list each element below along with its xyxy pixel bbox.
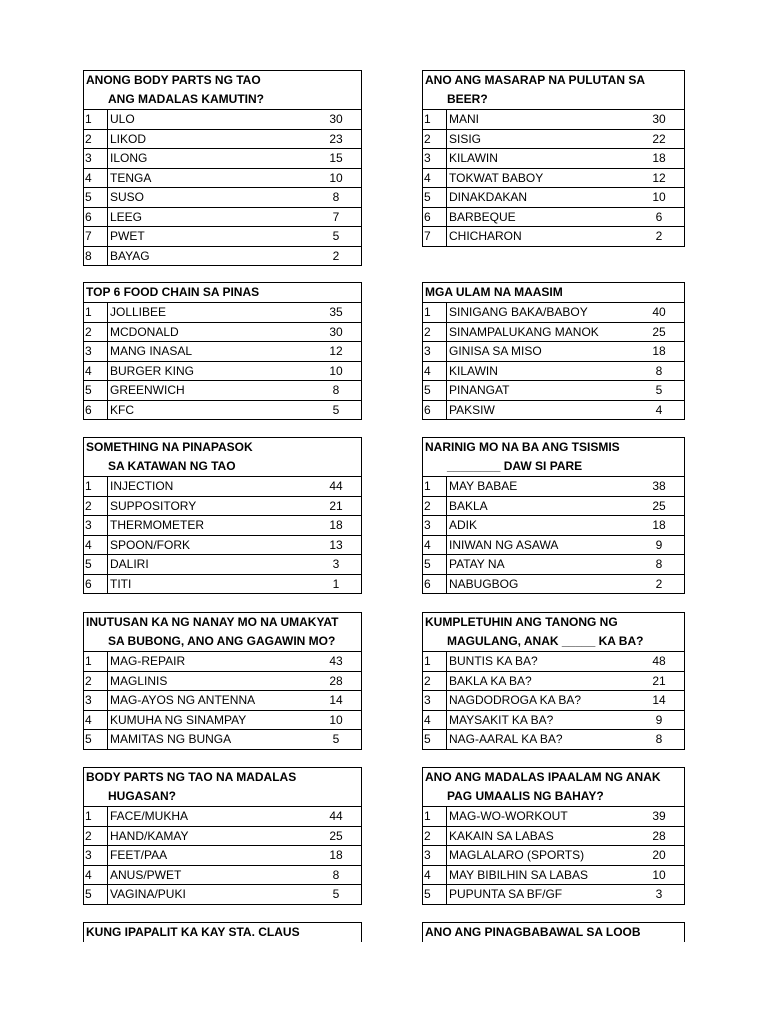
- points-cell: 6: [655, 209, 663, 224]
- answer-cell: BUNTIS KA BA?: [449, 654, 538, 668]
- answer-cell: MANI: [449, 112, 479, 126]
- question-line: ANG MADALAS KAMUTIN?: [108, 92, 264, 106]
- answer-cell: MAYSAKIT KA BA?: [449, 712, 554, 727]
- answer-row: [83, 866, 362, 886]
- question-line: KUMPLETUHIN ANG TANONG NG: [425, 615, 618, 629]
- answer-row: [83, 130, 362, 150]
- answer-row: [422, 575, 685, 595]
- answer-cell: KFC: [110, 402, 134, 417]
- rank-cell: 4: [84, 866, 108, 885]
- points-cell: 25: [652, 324, 666, 339]
- rank-cell: 2: [423, 827, 447, 846]
- answer-cell: MAGLALARO (SPORTS): [449, 848, 585, 862]
- points-cell: 44: [329, 809, 343, 823]
- points-cell: 43: [329, 654, 343, 668]
- points-cell: 40: [652, 305, 666, 319]
- answer-row: [83, 247, 362, 267]
- rank-cell: 3: [84, 516, 108, 535]
- answer-row: [422, 555, 685, 575]
- points-cell: 8: [332, 867, 340, 882]
- answer-cell: KAKAIN SA LABAS: [449, 828, 554, 843]
- answer-cell: SINIGANG BAKA/BABOY: [449, 305, 588, 319]
- answer-row: [422, 807, 685, 827]
- rank-cell: 3: [84, 342, 108, 361]
- points-cell: 30: [652, 112, 666, 126]
- rank-cell: 8: [84, 247, 108, 266]
- answer-cell: KUMUHA NG SINAMPAY: [110, 712, 247, 727]
- question-line: SOMETHING NA PINAPASOK: [86, 440, 253, 454]
- answer-row: [422, 846, 685, 866]
- answer-cell: ILONG: [110, 151, 148, 165]
- points-cell: 30: [329, 324, 343, 339]
- points-cell: 8: [332, 190, 340, 204]
- rank-cell: 4: [423, 536, 447, 555]
- points-cell: 20: [652, 848, 666, 862]
- answer-row: [83, 885, 362, 905]
- answer-row: [422, 711, 685, 731]
- rank-cell: 1: [84, 807, 108, 826]
- rank-cell: 1: [423, 807, 447, 826]
- answer-cell: CHICHARON: [449, 229, 522, 243]
- answer-row: [422, 516, 685, 536]
- answer-row: [422, 362, 685, 382]
- points-cell: 9: [655, 537, 663, 552]
- rank-cell: 3: [423, 691, 447, 710]
- cutoff-table-left-title: KUNG IPAPALIT KA KAY STA. CLAUS: [83, 922, 362, 942]
- answer-cell: NAG-AARAL KA BA?: [449, 732, 563, 746]
- rank-cell: 1: [423, 652, 447, 671]
- points-cell: 18: [329, 518, 343, 532]
- points-cell: 8: [655, 732, 663, 746]
- answer-row: [83, 672, 362, 692]
- answer-row: [83, 807, 362, 827]
- points-cell: 12: [329, 344, 343, 358]
- rank-cell: 3: [423, 149, 447, 168]
- answer-cell: KILAWIN: [449, 363, 498, 378]
- rank-cell: 3: [84, 846, 108, 865]
- points-cell: 1: [332, 576, 340, 591]
- answer-cell: PATAY NA: [449, 557, 505, 571]
- answer-row: [422, 536, 685, 556]
- answer-cell: DALIRI: [110, 557, 149, 571]
- points-cell: 23: [329, 131, 343, 146]
- answer-row: [83, 711, 362, 731]
- rank-cell: 4: [84, 711, 108, 730]
- points-cell: 22: [652, 131, 666, 146]
- points-cell: 48: [652, 654, 666, 668]
- answer-row: [422, 691, 685, 711]
- survey-table: [83, 437, 362, 594]
- survey-question: [422, 71, 685, 110]
- question-line: MAGULANG, ANAK _____ KA BA?: [447, 634, 644, 648]
- points-cell: 25: [652, 498, 666, 513]
- answer-row: [83, 362, 362, 382]
- answer-row: [422, 149, 685, 169]
- answer-cell: VAGINA/PUKI: [110, 887, 186, 901]
- rank-cell: 4: [423, 169, 447, 188]
- answer-row: [83, 536, 362, 556]
- answer-cell: TITI: [110, 576, 132, 591]
- answer-cell: GREENWICH: [110, 383, 185, 397]
- question-line: BEER?: [447, 92, 488, 106]
- answer-cell: MAG-REPAIR: [110, 654, 186, 668]
- answer-cell: LIKOD: [110, 131, 147, 146]
- answer-row: [83, 555, 362, 575]
- rank-cell: 6: [84, 208, 108, 227]
- points-cell: 3: [332, 557, 340, 571]
- survey-table: [422, 767, 685, 905]
- survey-question: [83, 438, 362, 477]
- answer-row: [83, 208, 362, 228]
- points-cell: 10: [652, 190, 666, 204]
- rank-cell: 7: [423, 227, 447, 246]
- rank-cell: 1: [84, 110, 108, 129]
- answer-row: [83, 477, 362, 497]
- question-line: ANO ANG MASARAP NA PULUTAN SA: [425, 73, 646, 87]
- points-cell: 2: [332, 248, 340, 263]
- answer-cell: PINANGAT: [449, 383, 510, 397]
- answer-row: [422, 323, 685, 343]
- answer-cell: BAKLA KA BA?: [449, 673, 532, 688]
- answer-cell: MAG-WO-WORKOUT: [449, 809, 568, 823]
- rank-cell: 2: [84, 323, 108, 342]
- points-cell: 2: [655, 229, 663, 243]
- points-cell: 2: [655, 576, 663, 591]
- survey-question: [422, 283, 685, 303]
- points-cell: 10: [652, 867, 666, 882]
- answer-cell: TENGA: [110, 170, 152, 185]
- rank-cell: 2: [84, 672, 108, 691]
- answer-row: [422, 401, 685, 421]
- answer-cell: GINISA SA MISO: [449, 344, 542, 358]
- points-cell: 21: [652, 673, 666, 688]
- answer-row: [83, 342, 362, 362]
- question-line: MGA ULAM NA MAASIM: [425, 285, 563, 299]
- rank-cell: 6: [84, 575, 108, 594]
- answer-cell: SUPPOSITORY: [110, 498, 197, 513]
- question-line: TOP 6 FOOD CHAIN SA PINAS: [86, 285, 260, 299]
- rank-cell: 5: [84, 885, 108, 904]
- question-line: ANONG BODY PARTS NG TAO: [86, 73, 261, 87]
- rank-cell: 2: [423, 672, 447, 691]
- rank-cell: 4: [84, 362, 108, 381]
- points-cell: 18: [652, 151, 666, 165]
- rank-cell: 4: [423, 362, 447, 381]
- answer-row: [83, 381, 362, 401]
- answer-row: [83, 169, 362, 189]
- answer-cell: TOKWAT BABOY: [449, 170, 544, 185]
- answer-cell: MAY BABAE: [449, 479, 518, 493]
- answer-row: [422, 188, 685, 208]
- survey-table: [83, 767, 362, 905]
- rank-cell: 5: [84, 555, 108, 574]
- answer-cell: LEEG: [110, 209, 143, 224]
- points-cell: 39: [652, 809, 666, 823]
- points-cell: 8: [655, 557, 663, 571]
- rank-cell: 3: [423, 342, 447, 361]
- survey-table: [83, 282, 362, 420]
- answer-cell: THERMOMETER: [110, 518, 204, 532]
- rank-cell: 3: [423, 846, 447, 865]
- answer-cell: SINAMPALUKANG MANOK: [449, 324, 599, 339]
- answer-row: [422, 110, 685, 130]
- points-cell: 14: [652, 693, 666, 707]
- rank-cell: 7: [84, 227, 108, 246]
- answer-cell: BARBEQUE: [449, 209, 516, 224]
- answer-row: [83, 575, 362, 595]
- rank-cell: 2: [84, 827, 108, 846]
- answer-cell: ADIK: [449, 518, 478, 532]
- survey-table: [83, 612, 362, 750]
- answer-cell: ULO: [110, 112, 135, 126]
- answer-cell: MCDONALD: [110, 324, 179, 339]
- rank-cell: 5: [423, 188, 447, 207]
- points-cell: 28: [652, 828, 666, 843]
- rank-cell: 2: [423, 130, 447, 149]
- answer-row: [83, 516, 362, 536]
- survey-question: [422, 768, 685, 807]
- answer-row: [422, 497, 685, 517]
- points-cell: 18: [652, 518, 666, 532]
- survey-question: [83, 71, 362, 110]
- points-cell: 30: [329, 112, 343, 126]
- points-cell: 18: [652, 344, 666, 358]
- points-cell: 5: [332, 732, 340, 746]
- answer-row: [83, 730, 362, 750]
- points-cell: 38: [652, 479, 666, 493]
- answer-row: [83, 652, 362, 672]
- rank-cell: 4: [84, 169, 108, 188]
- answer-row: [83, 827, 362, 847]
- rank-cell: 4: [84, 536, 108, 555]
- answer-cell: SISIG: [449, 131, 482, 146]
- answer-cell: MAGLINIS: [110, 673, 168, 688]
- answer-row: [422, 672, 685, 692]
- survey-question: [83, 613, 362, 652]
- answer-row: [422, 730, 685, 750]
- answer-cell: FEET/PAA: [110, 848, 168, 862]
- rank-cell: 4: [423, 711, 447, 730]
- points-cell: 35: [329, 305, 343, 319]
- answer-row: [83, 401, 362, 421]
- points-cell: 10: [329, 712, 343, 727]
- points-cell: 13: [329, 537, 343, 552]
- answer-row: [422, 130, 685, 150]
- points-cell: 3: [655, 887, 663, 901]
- rank-cell: 1: [84, 477, 108, 496]
- answer-cell: BAKLA: [449, 498, 488, 513]
- survey-table: [422, 437, 685, 594]
- points-cell: 21: [329, 498, 343, 513]
- points-cell: 10: [329, 363, 343, 378]
- answer-row: [83, 323, 362, 343]
- rank-cell: 1: [423, 303, 447, 322]
- survey-table: [422, 612, 685, 750]
- question-line: HUGASAN?: [108, 789, 176, 803]
- rank-cell: 1: [423, 477, 447, 496]
- answer-row: [83, 303, 362, 323]
- answer-cell: PUPUNTA SA BF/GF: [449, 887, 563, 901]
- answer-cell: PWET: [110, 229, 145, 243]
- answer-cell: NABUGBOG: [449, 576, 519, 591]
- answer-cell: FACE/MUKHA: [110, 809, 189, 823]
- points-cell: 12: [652, 170, 666, 185]
- survey-question: [422, 613, 685, 652]
- rank-cell: 5: [423, 381, 447, 400]
- rank-cell: 5: [84, 730, 108, 749]
- rank-cell: 2: [423, 323, 447, 342]
- answer-row: [422, 381, 685, 401]
- points-cell: 5: [332, 229, 340, 243]
- answer-row: [422, 208, 685, 228]
- rank-cell: 5: [84, 381, 108, 400]
- answer-cell: MAG-AYOS NG ANTENNA: [110, 693, 256, 707]
- points-cell: 5: [332, 887, 340, 901]
- rank-cell: 3: [423, 516, 447, 535]
- question-line: SA BUBONG, ANO ANG GAGAWIN MO?: [108, 634, 336, 648]
- survey-table: [422, 70, 685, 247]
- answer-cell: BAYAG: [110, 248, 150, 263]
- rank-cell: 5: [423, 555, 447, 574]
- answer-row: [83, 188, 362, 208]
- answer-cell: INJECTION: [110, 479, 174, 493]
- rank-cell: 2: [423, 497, 447, 516]
- question-line: NARINIG MO NA BA ANG TSISMIS: [425, 440, 620, 454]
- question-line: PAG UMAALIS NG BAHAY?: [447, 789, 604, 803]
- question-line: INUTUSAN KA NG NANAY MO NA UMAKYAT: [86, 615, 339, 629]
- rank-cell: 6: [423, 208, 447, 227]
- rank-cell: 6: [84, 401, 108, 420]
- points-cell: 15: [329, 151, 343, 165]
- survey-table: [83, 70, 362, 266]
- points-cell: 25: [329, 828, 343, 843]
- answer-row: [83, 227, 362, 247]
- answer-cell: PAKSIW: [449, 402, 495, 417]
- rank-cell: 2: [84, 497, 108, 516]
- points-cell: 8: [332, 383, 340, 397]
- answer-cell: MAMITAS NG BUNGA: [110, 732, 232, 746]
- rank-cell: 3: [84, 149, 108, 168]
- points-cell: 7: [332, 209, 340, 224]
- answer-cell: JOLLIBEE: [110, 305, 167, 319]
- survey-question: [83, 768, 362, 807]
- survey-question: [422, 438, 685, 477]
- rank-cell: 6: [423, 575, 447, 594]
- answer-row: [422, 342, 685, 362]
- answer-row: [83, 497, 362, 517]
- rank-cell: 5: [84, 188, 108, 207]
- rank-cell: 2: [84, 130, 108, 149]
- points-cell: 10: [329, 170, 343, 185]
- answer-cell: SUSO: [110, 190, 145, 204]
- answer-cell: SPOON/FORK: [110, 537, 191, 552]
- answer-row: [83, 846, 362, 866]
- rank-cell: 3: [84, 691, 108, 710]
- rank-cell: 1: [84, 652, 108, 671]
- points-cell: 9: [655, 712, 663, 727]
- question-line: SA KATAWAN NG TAO: [108, 459, 236, 473]
- answer-cell: BURGER KING: [110, 363, 195, 378]
- question-line: ANO ANG MADALAS IPAALAM NG ANAK: [425, 770, 661, 784]
- cutoff-table-right-title: ANO ANG PINAGBABAWAL SA LOOB: [422, 922, 685, 942]
- answer-cell: MANG INASAL: [110, 344, 193, 358]
- answer-cell: KILAWIN: [449, 151, 498, 165]
- rank-cell: 1: [423, 110, 447, 129]
- answer-cell: NAGDODROGA KA BA?: [449, 693, 582, 707]
- answer-row: [422, 303, 685, 323]
- answer-row: [422, 885, 685, 905]
- points-cell: 5: [655, 383, 663, 397]
- answer-cell: ANUS/PWET: [110, 867, 182, 882]
- question-line: ________ DAW SI PARE: [447, 459, 583, 473]
- answer-row: [422, 227, 685, 247]
- answer-row: [422, 652, 685, 672]
- rank-cell: 1: [84, 303, 108, 322]
- answer-row: [422, 866, 685, 886]
- rank-cell: 4: [423, 866, 447, 885]
- rank-cell: 5: [423, 730, 447, 749]
- points-cell: 18: [329, 848, 343, 862]
- rank-cell: 6: [423, 401, 447, 420]
- answer-row: [422, 169, 685, 189]
- points-cell: 44: [329, 479, 343, 493]
- answer-cell: HAND/KAMAY: [110, 828, 189, 843]
- survey-table: [422, 282, 685, 420]
- answer-row: [422, 477, 685, 497]
- answer-cell: DINAKDAKAN: [449, 190, 528, 204]
- answer-row: [83, 691, 362, 711]
- points-cell: 8: [655, 363, 663, 378]
- answer-cell: MAY BIBILHIN SA LABAS: [449, 867, 588, 882]
- answer-row: [83, 110, 362, 130]
- points-cell: 28: [329, 673, 343, 688]
- survey-question: [83, 283, 362, 303]
- points-cell: 14: [329, 693, 343, 707]
- question-line: BODY PARTS NG TAO NA MADALAS: [86, 770, 297, 784]
- points-cell: 5: [332, 402, 340, 417]
- points-cell: 4: [655, 402, 663, 417]
- rank-cell: 5: [423, 885, 447, 904]
- answer-row: [422, 827, 685, 847]
- answer-row: [83, 149, 362, 169]
- answer-cell: INIWAN NG ASAWA: [449, 537, 559, 552]
